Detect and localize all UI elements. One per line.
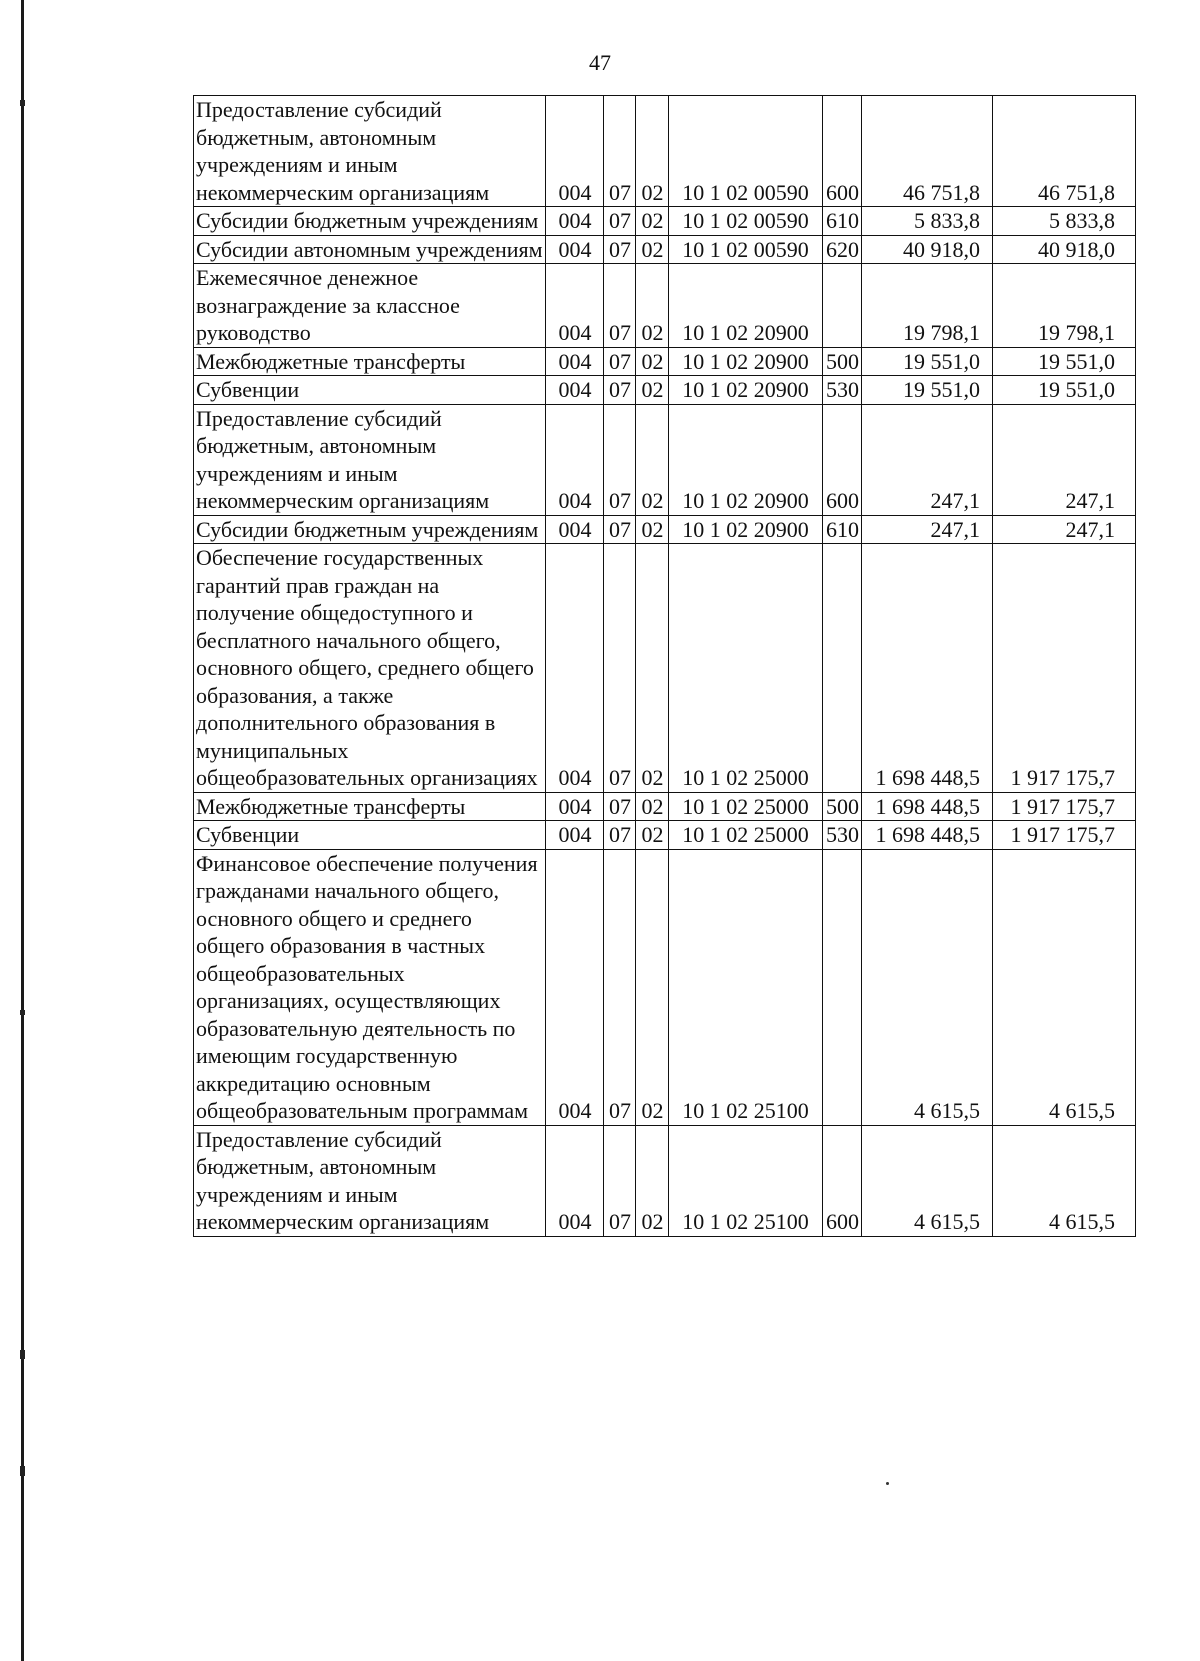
cell-amount-year-2: 1 917 175,7 — [993, 821, 1136, 850]
cell-amount-year-2: 19 798,1 — [993, 264, 1136, 348]
cell-subsection-code: 02 — [636, 347, 669, 376]
cell-section-code: 07 — [604, 235, 636, 264]
table-row — [194, 821, 1136, 850]
row-description: Субсидии бюджетным учреждениям — [194, 515, 546, 544]
cell-target-item-code: 10 1 02 25000 — [669, 792, 823, 821]
cell-section-code: 07 — [604, 264, 636, 348]
cell-target-item-code: 10 1 02 20900 — [669, 404, 823, 515]
cell-subsection-code: 02 — [636, 849, 669, 1125]
cell-expense-type-code: 600 — [823, 1125, 862, 1236]
cell-subsection-code: 02 — [636, 792, 669, 821]
table-row — [194, 792, 1136, 821]
cell-ministry-code: 004 — [546, 404, 604, 515]
cell-expense-type-code — [823, 544, 862, 793]
cell-ministry-code: 004 — [546, 376, 604, 405]
cell-ministry-code: 004 — [546, 792, 604, 821]
table-row — [194, 376, 1136, 405]
row-description: Предоставление субсидий бюджетным, автономным учреждениям и иным некоммерческим организациям — [194, 404, 546, 515]
table-row — [194, 235, 1136, 264]
table-row — [194, 404, 1136, 515]
cell-ministry-code: 004 — [546, 264, 604, 348]
cell-amount-year-1: 5 833,8 — [862, 207, 993, 236]
cell-amount-year-2: 5 833,8 — [993, 207, 1136, 236]
cell-ministry-code: 004 — [546, 347, 604, 376]
table-row — [194, 347, 1136, 376]
cell-ministry-code: 004 — [546, 96, 604, 207]
cell-expense-type-code — [823, 264, 862, 348]
cell-amount-year-1: 4 615,5 — [862, 1125, 993, 1236]
budget-table — [193, 95, 1136, 1237]
cell-section-code: 07 — [604, 821, 636, 850]
cell-amount-year-1: 4 615,5 — [862, 849, 993, 1125]
cell-amount-year-1: 1 698 448,5 — [862, 792, 993, 821]
cell-expense-type-code: 600 — [823, 96, 862, 207]
cell-expense-type-code — [823, 849, 862, 1125]
cell-section-code: 07 — [604, 849, 636, 1125]
row-description: Субвенции — [194, 821, 546, 850]
cell-amount-year-2: 247,1 — [993, 404, 1136, 515]
cell-target-item-code: 10 1 02 25100 — [669, 1125, 823, 1236]
cell-subsection-code: 02 — [636, 1125, 669, 1236]
cell-ministry-code: 004 — [546, 849, 604, 1125]
cell-subsection-code: 02 — [636, 264, 669, 348]
cell-ministry-code: 004 — [546, 235, 604, 264]
cell-subsection-code: 02 — [636, 235, 669, 264]
table-row — [194, 96, 1136, 207]
cell-amount-year-2: 1 917 175,7 — [993, 792, 1136, 821]
cell-amount-year-1: 19 798,1 — [862, 264, 993, 348]
cell-amount-year-1: 247,1 — [862, 515, 993, 544]
cell-amount-year-1: 19 551,0 — [862, 376, 993, 405]
cell-amount-year-2: 19 551,0 — [993, 347, 1136, 376]
cell-subsection-code: 02 — [636, 376, 669, 405]
cell-subsection-code: 02 — [636, 544, 669, 793]
cell-target-item-code: 10 1 02 20900 — [669, 515, 823, 544]
row-description: Обеспечение государственных гарантий прав граждан на получение общедоступного и бесплатного начального общего, основного общего, среднего общего образования, а также дополнительного образования в муниципальных общеобразовательных организациях — [194, 544, 546, 793]
cell-expense-type-code: 500 — [823, 347, 862, 376]
cell-target-item-code: 10 1 02 20900 — [669, 347, 823, 376]
cell-ministry-code: 004 — [546, 544, 604, 793]
cell-ministry-code: 004 — [546, 207, 604, 236]
cell-expense-type-code: 500 — [823, 792, 862, 821]
cell-target-item-code: 10 1 02 25000 — [669, 821, 823, 850]
cell-target-item-code: 10 1 02 25100 — [669, 849, 823, 1125]
row-description: Субсидии бюджетным учреждениям — [194, 207, 546, 236]
table-row — [194, 544, 1136, 793]
cell-target-item-code: 10 1 02 00590 — [669, 96, 823, 207]
cell-amount-year-1: 40 918,0 — [862, 235, 993, 264]
cell-amount-year-2: 46 751,8 — [993, 96, 1136, 207]
row-description: Субвенции — [194, 376, 546, 405]
cell-target-item-code: 10 1 02 20900 — [669, 264, 823, 348]
cell-subsection-code: 02 — [636, 821, 669, 850]
cell-section-code: 07 — [604, 347, 636, 376]
binding-mark — [20, 100, 25, 106]
cell-section-code: 07 — [604, 515, 636, 544]
binding-mark — [20, 1350, 25, 1359]
cell-section-code: 07 — [604, 404, 636, 515]
cell-section-code: 07 — [604, 376, 636, 405]
row-description: Межбюджетные трансферты — [194, 347, 546, 376]
row-description: Предоставление субсидий бюджетным, автономным учреждениям и иным некоммерческим организациям — [194, 1125, 546, 1236]
cell-target-item-code: 10 1 02 25000 — [669, 544, 823, 793]
cell-expense-type-code: 530 — [823, 821, 862, 850]
row-description: Межбюджетные трансферты — [194, 792, 546, 821]
table-row — [194, 264, 1136, 348]
cell-target-item-code: 10 1 02 00590 — [669, 207, 823, 236]
cell-target-item-code: 10 1 02 00590 — [669, 235, 823, 264]
cell-expense-type-code: 530 — [823, 376, 862, 405]
table-row — [194, 1125, 1136, 1236]
cell-amount-year-2: 4 615,5 — [993, 849, 1136, 1125]
cell-section-code: 07 — [604, 1125, 636, 1236]
cell-section-code: 07 — [604, 96, 636, 207]
cell-amount-year-1: 1 698 448,5 — [862, 544, 993, 793]
cell-target-item-code: 10 1 02 20900 — [669, 376, 823, 405]
binding-mark — [20, 1466, 25, 1476]
cell-amount-year-2: 1 917 175,7 — [993, 544, 1136, 793]
cell-amount-year-1: 19 551,0 — [862, 347, 993, 376]
row-description: Финансовое обеспечение получения гражданами начального общего, основного общего и среднего общего образования в частных общеобразовательных организациях, осуществляющих образовательную деятельность по имеющим государственную аккредитацию основным общеобразовательным программам — [194, 849, 546, 1125]
cell-amount-year-1: 247,1 — [862, 404, 993, 515]
cell-subsection-code: 02 — [636, 207, 669, 236]
cell-ministry-code: 004 — [546, 821, 604, 850]
cell-section-code: 07 — [604, 544, 636, 793]
table-row — [194, 207, 1136, 236]
budget-table-body — [194, 96, 1136, 1237]
cell-subsection-code: 02 — [636, 404, 669, 515]
row-description: Субсидии автономным учреждениям — [194, 235, 546, 264]
cell-section-code: 07 — [604, 207, 636, 236]
cell-amount-year-2: 4 615,5 — [993, 1125, 1136, 1236]
cell-expense-type-code: 610 — [823, 515, 862, 544]
page-number: 47 — [589, 50, 611, 75]
cell-expense-type-code: 600 — [823, 404, 862, 515]
cell-amount-year-1: 1 698 448,5 — [862, 821, 993, 850]
cell-amount-year-2: 19 551,0 — [993, 376, 1136, 405]
cell-ministry-code: 004 — [546, 515, 604, 544]
binding-edge-line — [21, 0, 24, 1661]
cell-expense-type-code: 610 — [823, 207, 862, 236]
row-description: Ежемесячное денежное вознаграждение за классное руководство — [194, 264, 546, 348]
cell-ministry-code: 004 — [546, 1125, 604, 1236]
binding-mark — [20, 1010, 25, 1015]
cell-section-code: 07 — [604, 792, 636, 821]
scan-speck — [886, 1482, 889, 1485]
table-row — [194, 849, 1136, 1125]
cell-amount-year-2: 40 918,0 — [993, 235, 1136, 264]
cell-subsection-code: 02 — [636, 515, 669, 544]
table-row — [194, 515, 1136, 544]
cell-expense-type-code: 620 — [823, 235, 862, 264]
cell-subsection-code: 02 — [636, 96, 669, 207]
row-description: Предоставление субсидий бюджетным, автономным учреждениям и иным некоммерческим организациям — [194, 96, 546, 207]
cell-amount-year-1: 46 751,8 — [862, 96, 993, 207]
cell-amount-year-2: 247,1 — [993, 515, 1136, 544]
